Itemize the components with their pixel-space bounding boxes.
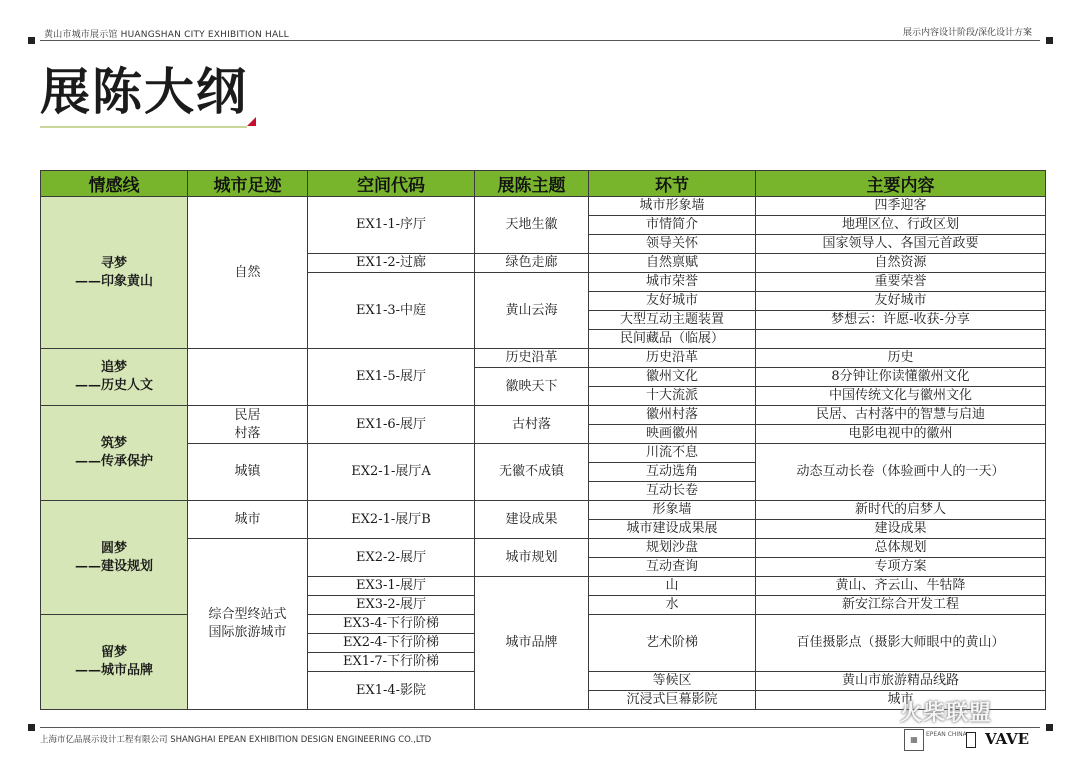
footprint-cell (188, 406, 308, 444)
footer-divider (40, 727, 1040, 728)
footprint-line: 综合型终站式 (208, 607, 287, 622)
theme-cell: 黄山云海 (475, 273, 589, 349)
theme-cell: 古村落 (475, 406, 589, 444)
col-header-section: 环节 (589, 171, 756, 197)
emotion-line-subtitle: ——城市品牌 (74, 663, 153, 678)
content-cell: 电影电视中的徽州 (756, 425, 1046, 444)
title-accent-triangle (247, 117, 256, 126)
section-cell: 互动查询 (589, 558, 756, 577)
emotion-line-title: 寻梦 (100, 255, 127, 271)
space-code-cell: EX1-2-过廊 (308, 254, 475, 273)
emotion-line-title: 留梦 (100, 645, 127, 660)
section-cell: 自然禀赋 (589, 254, 756, 273)
theme-cell: 城市规划 (475, 539, 589, 577)
corner-mark-top-right (1046, 37, 1053, 44)
space-code-cell: EX1-3-中庭 (308, 273, 475, 349)
page-title: 展陈大纲 (40, 62, 248, 121)
content-cell: 黄山市旅游精品线路 (756, 672, 1046, 691)
content-cell (756, 330, 1046, 349)
content-cell: 建设成果 (756, 520, 1046, 539)
theme-cell: 城市品牌 (475, 577, 589, 710)
footprint-line: 国际旅游城市 (208, 625, 287, 640)
space-code-cell: EX3-1-展厅 (308, 577, 475, 596)
space-code-cell: EX2-2-展厅 (308, 539, 475, 577)
space-code-cell: EX2-1-展厅A (308, 444, 475, 501)
content-cell: 地理区位、行政区划 (756, 216, 1046, 235)
content-cell: 百佳摄影点（摄影大师眼中的黄山） (756, 615, 1046, 672)
section-cell: 民间藏品（临展） (589, 330, 756, 349)
content-cell: 8分钟让你读懂徽州文化 (756, 368, 1046, 387)
section-cell: 十大流派 (589, 387, 756, 406)
emotion-line-cell (41, 349, 188, 406)
space-code-cell: EX3-4-下行阶梯 (308, 615, 475, 634)
section-cell: 形象墙 (589, 501, 756, 520)
space-code-cell: EX2-1-展厅B (308, 501, 475, 539)
emotion-line-subtitle: ——印象黄山 (74, 273, 153, 289)
emotion-line-subtitle: ——传承保护 (74, 454, 153, 469)
footprint-cell (188, 349, 308, 406)
section-cell: 艺术阶梯 (589, 615, 756, 672)
section-cell: 水 (589, 596, 756, 615)
section-cell: 历史沿革 (589, 349, 756, 368)
corner-mark-bottom-left (28, 724, 35, 731)
section-cell: 沉浸式巨幕影院 (589, 691, 756, 710)
section-cell: 等候区 (589, 672, 756, 691)
content-cell: 四季迎客 (756, 197, 1046, 216)
content-cell: 新安江综合开发工程 (756, 596, 1046, 615)
section-cell: 城市荣誉 (589, 273, 756, 292)
section-cell: 山 (589, 577, 756, 596)
section-cell: 川流不息 (589, 444, 756, 463)
epean-logo-text: EPEAN CHINA (926, 731, 967, 738)
section-cell: 城市建设成果展 (589, 520, 756, 539)
footprint-cell: 城镇 (188, 444, 308, 501)
section-cell: 城市形象墙 (589, 197, 756, 216)
section-cell: 大型互动主题装置 (589, 311, 756, 330)
space-code-cell: EX1-6-展厅 (308, 406, 475, 444)
footer-company: 上海市亿品展示设计工程有限公司 SHANGHAI EPEAN EXHIBITION DESIGN ENGINEERING CO.,LTD (40, 735, 432, 745)
section-cell: 徽州文化 (589, 368, 756, 387)
content-cell: 黄山、齐云山、牛牯降 (756, 577, 1046, 596)
space-code-cell: EX3-2-展厅 (308, 596, 475, 615)
content-cell: 专项方案 (756, 558, 1046, 577)
space-code-cell: EX1-7-下行阶梯 (308, 653, 475, 672)
exhibition-outline-table (40, 170, 1046, 710)
section-cell: 互动选角 (589, 463, 756, 482)
vave-logo-text: VAVE (985, 730, 1030, 748)
watermark-text: 火柴联盟 (900, 701, 993, 726)
content-cell: 国家领导人、各国元首政要 (756, 235, 1046, 254)
content-cell: 重要荣誉 (756, 273, 1046, 292)
table-row (41, 197, 1046, 216)
footprint-cell: 自然 (188, 197, 308, 349)
col-header-emotion-line: 情感线 (41, 171, 188, 197)
content-cell: 动态互动长卷（体验画中人的一天） (756, 444, 1046, 501)
emotion-line-subtitle: ——历史人文 (74, 378, 153, 393)
emotion-line-cell (41, 197, 188, 349)
section-cell: 市情简介 (589, 216, 756, 235)
header-divider (40, 40, 1040, 41)
table-row (41, 539, 1046, 558)
footprint-line: 民居 (234, 407, 261, 423)
emotion-line-cell (41, 501, 188, 615)
content-cell: 新时代的启梦人 (756, 501, 1046, 520)
content-cell: 历史 (756, 349, 1046, 368)
content-cell: 中国传统文化与徽州文化 (756, 387, 1046, 406)
theme-cell: 绿色走廊 (475, 254, 589, 273)
content-cell: 民居、古村落中的智慧与启迪 (756, 406, 1046, 425)
section-cell: 互动长卷 (589, 482, 756, 501)
table-row (41, 349, 1046, 368)
section-cell: 映画徽州 (589, 425, 756, 444)
footprint-cell (188, 539, 308, 710)
footprint-cell: 城市 (188, 501, 308, 539)
content-cell: 友好城市 (756, 292, 1046, 311)
content-cell: 梦想云：许愿-收获-分享 (756, 311, 1046, 330)
emotion-line-subtitle: ——建设规划 (74, 558, 153, 574)
table-row (41, 406, 1046, 425)
emotion-line-title: 追梦 (100, 360, 127, 375)
table-row (41, 501, 1046, 520)
vave-logo-icon (966, 732, 976, 748)
theme-cell: 建设成果 (475, 501, 589, 539)
content-cell: 城市 (756, 691, 1046, 710)
space-code-cell: EX1-5-展厅 (308, 349, 475, 406)
emotion-line-title: 圆梦 (100, 540, 127, 556)
title-underline (40, 126, 247, 128)
space-code-cell: EX1-4-影院 (308, 672, 475, 710)
table-row (41, 444, 1046, 463)
corner-mark-bottom-right (1046, 724, 1053, 731)
header-right-text: 展示内容设计阶段/深化设计方案 (902, 28, 1032, 38)
section-cell: 徽州村落 (589, 406, 756, 425)
header-left-text: 黄山市城市展示馆 HUANGSHAN CITY EXHIBITION HALL (44, 30, 289, 40)
theme-cell: 无徽不成镇 (475, 444, 589, 501)
space-code-cell: EX2-4-下行阶梯 (308, 634, 475, 653)
section-cell: 领导关怀 (589, 235, 756, 254)
space-code-cell: EX1-1-序厅 (308, 197, 475, 254)
footprint-line: 村落 (234, 425, 261, 441)
theme-cell: 徽映天下 (475, 368, 589, 406)
col-header-theme: 展陈主题 (475, 171, 589, 197)
corner-mark-top-left (28, 37, 35, 44)
section-cell: 友好城市 (589, 292, 756, 311)
col-header-space-code: 空间代码 (308, 171, 475, 197)
col-header-main-content: 主要内容 (756, 171, 1046, 197)
theme-cell: 天地生徽 (475, 197, 589, 254)
section-cell: 规划沙盘 (589, 539, 756, 558)
col-header-city-footprint: 城市足迹 (188, 171, 308, 197)
table-header-row (41, 171, 1046, 197)
theme-cell: 历史沿革 (475, 349, 589, 368)
epean-logo-icon: ▦ (904, 729, 924, 751)
emotion-line-cell (41, 615, 188, 710)
content-cell: 自然资源 (756, 254, 1046, 273)
emotion-line-cell (41, 406, 188, 501)
content-cell: 总体规划 (756, 539, 1046, 558)
emotion-line-title: 筑梦 (100, 436, 127, 451)
